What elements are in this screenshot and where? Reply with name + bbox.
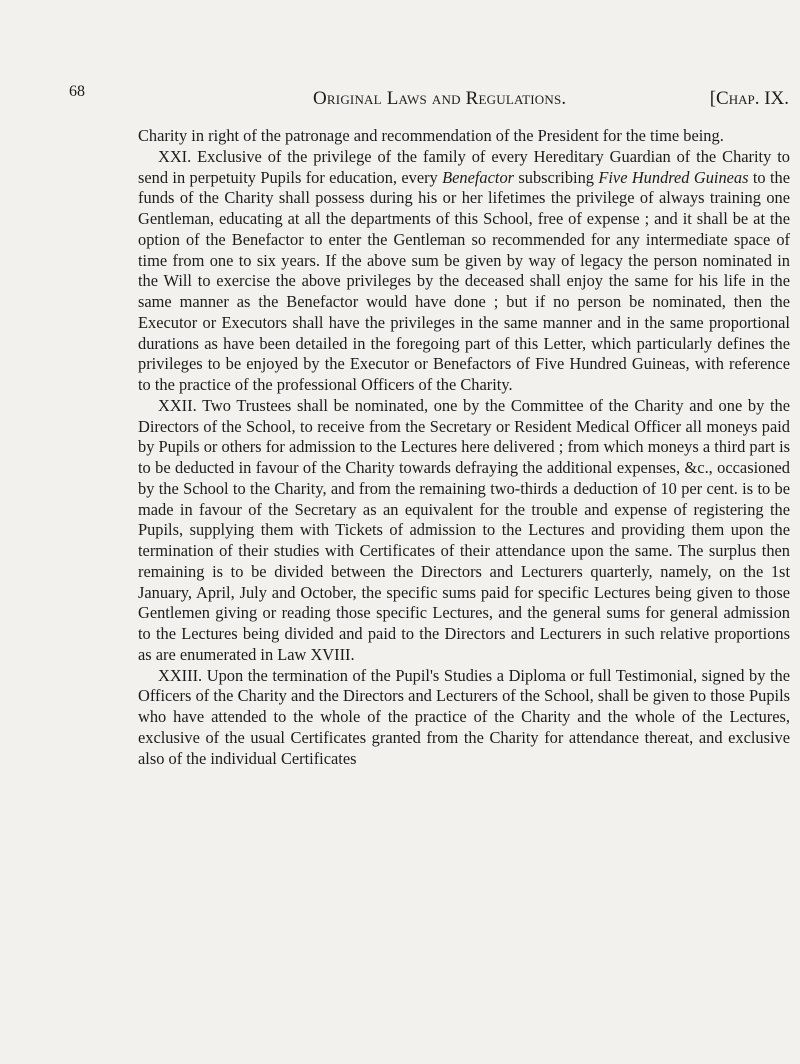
body-text [138,126,790,769]
paragraph-law-xxii: XXII. Two Trustees shall be nominated, one by the Committee of the Charity and one by the Directors of the School, to receive from the Secretary or Resident Medical Officer all moneys paid by Pupils or others for admission to the Lectures here delivered ; from which moneys a third part is to be deducted in favour of the Charity towards defraying the additional expenses, &c., occasioned by the School to the Charity, and from the remaining two-thirds a deduction of 10 per cent. is to be made in favour of the Secretary as an equivalent for the trouble and expense of registering the Pupils, supplying them with Tickets of admission to the Lectures and providing them upon the termination of their studies with Certificates of their attendance upon the same. The surplus then remaining is to be divided between the Directors and Lecturers quarterly, namely, on the 1st January, April, July and October, the specific sums paid for specific Lectures being given to those Gentlemen giving or reading those specific Lectures, and the general sums for general admission to the Lectures being divided and paid to the Directors and Lecturers in such relative proportions as are enumerated in Law XVIII. [138,395,790,664]
paragraph-law-xxi [138,147,790,396]
law-xxi-text-1: XXI. Exclusive of the privilege of the family of every Hereditary Guardian of the Charity to send in perpetuity Pupils for education, every [138,146,790,187]
law-xxi-text-3: to the funds of the Charity shall possess during his or her lifetimes the privilege of always training one Gentleman, educating at all the departments of this School, free of expense ; and it shall be at the option of the Benefactor to enter the Gentleman so recommended for any intermediate space of time from one to six years. If the above sum be given by way of legacy the person nominated in the Will to exercise the above privileges by the deceased shall enjoy the same for his life in the same manner as the Benefactor would have done ; but if no person be nominated, then the Executor or Executors shall have the privileges in the same manner and in the same proportional durations as have been detailed in the foregoing part of this Letter, which particularly defines the privileges to be enjoyed by the Executor or Benefactors of Five Hundred Guineas, with reference to the practice of the professional Officers of the Charity. [138,167,791,394]
law-xxi-emphasis-benefactor: Benefactor [442,167,515,187]
page-number: 68 [69,83,85,100]
paragraph-law-xxiii: XXIII. Upon the termination of the Pupil's Studies a Diploma or full Testimonial, signed by the Officers of the Charity and the Directors and Lecturers of the School, shall be given to those Pupils who have attended to the whole of the practice of the Charity and the whole of the Lectures, exclusive of the usual Certificates granted from the Charity for attendance thereat, and exclusive also of the individual Certificates [138,665,790,768]
running-head [69,83,789,114]
law-xxi-text-2: subscribing [514,167,599,187]
paragraph-continuation: Charity in right of the patronage and recommendation of the President for the time being. [138,126,724,145]
law-xxi-emphasis-guineas: Five Hundred Guineas [598,167,749,187]
chapter-label: [Chap. IX. [709,88,789,109]
running-title: Original Laws and Regulations. [313,88,567,109]
